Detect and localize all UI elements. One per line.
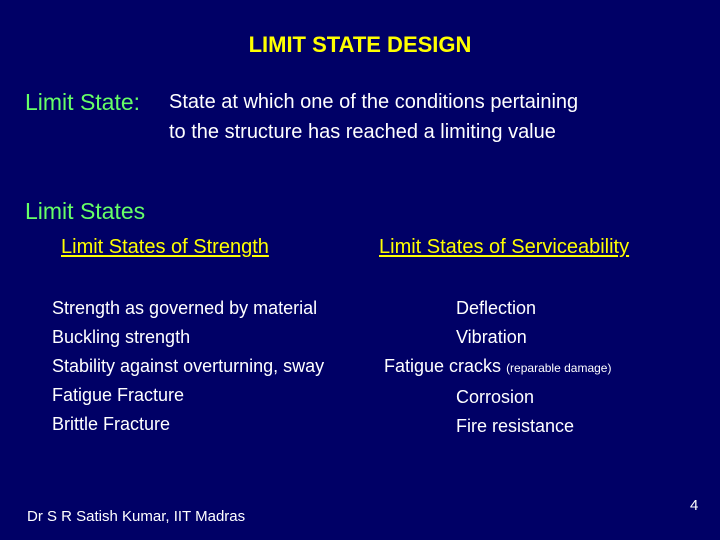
limit-states-heading: Limit States <box>25 198 146 224</box>
definition-line-1: State at which one of the conditions pertaining <box>169 91 579 113</box>
list-item: Strength as governed by material <box>52 298 318 318</box>
list-item: Vibration <box>456 327 527 347</box>
list-item: Deflection <box>456 298 537 318</box>
list-item: Stability against overturning, sway <box>52 356 325 376</box>
list-item-row <box>384 323 611 352</box>
strength-heading: Limit States of Strength <box>61 236 269 258</box>
list-item-row <box>384 352 611 383</box>
serviceability-list <box>384 294 611 441</box>
list-item: Corrosion <box>456 387 535 407</box>
page-number: 4 <box>690 497 699 514</box>
limit-state-term: Limit State: <box>25 89 141 115</box>
fatigue-note: (reparable damage) <box>506 361 612 375</box>
list-item: Brittle Fracture <box>52 414 171 434</box>
serviceability-heading: Limit States of Serviceability <box>379 236 630 258</box>
list-item-row <box>384 383 611 412</box>
footer-author: Dr S R Satish Kumar, IIT Madras <box>27 508 246 525</box>
slide-title: LIMIT STATE DESIGN <box>248 32 472 57</box>
list-item: Fatigue cracks <box>384 356 502 376</box>
list-item-row <box>384 412 611 441</box>
strength-list <box>52 294 324 439</box>
list-item: Fatigue Fracture <box>52 385 185 405</box>
list-item: Fire resistance <box>456 416 575 436</box>
list-item: Buckling strength <box>52 327 191 347</box>
definition-line-2: to the structure has reached a limiting value <box>169 121 556 143</box>
list-item-row <box>384 294 611 323</box>
